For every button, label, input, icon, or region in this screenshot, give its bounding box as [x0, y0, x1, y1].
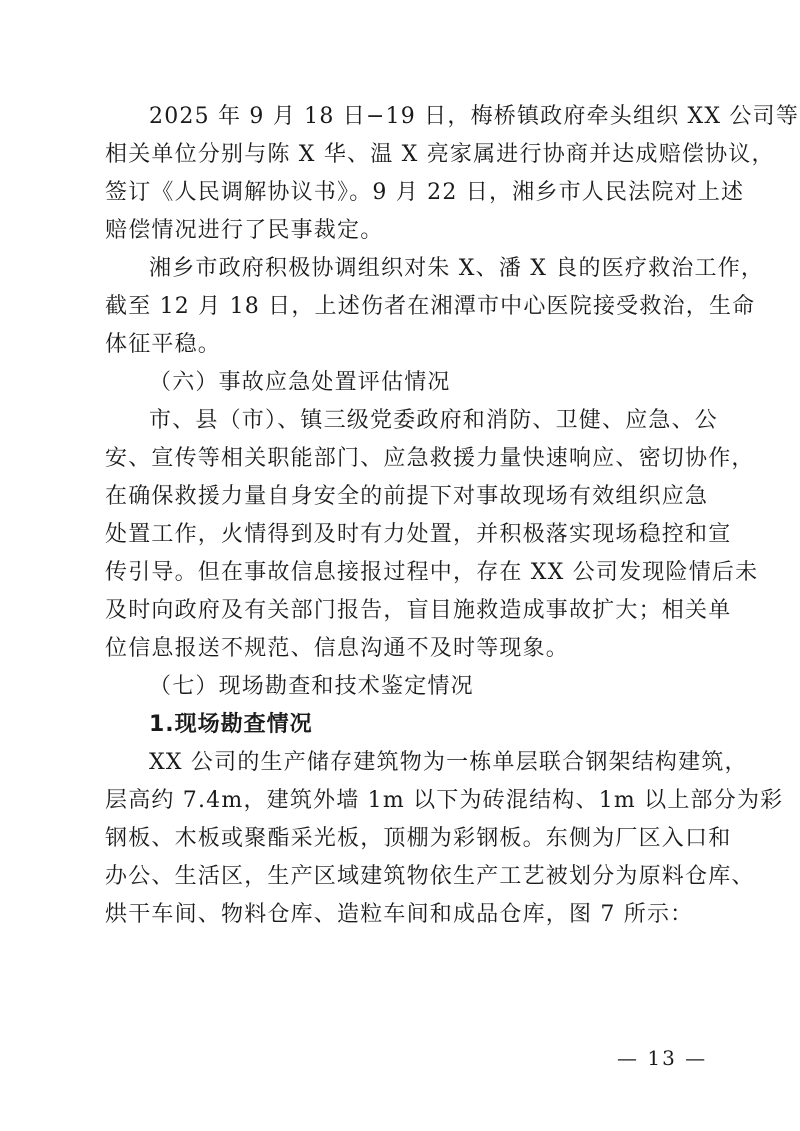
text-line: 钢板、木板或聚酯采光板，顶棚为彩钢板。东侧为厂区入口和: [105, 826, 732, 851]
text-line: 2025 年 9 月 18 日−19 日，梅桥镇政府牵头组织 XX 公司等: [149, 104, 800, 129]
page-number: — 13 —: [617, 1046, 708, 1070]
text-line: 安、宣传等相关职能部门、应急救援力量快速响应、密切协作，: [105, 446, 755, 471]
subsection-heading-site-survey: 1.现场勘查情况: [149, 712, 313, 737]
text-line: 层高约 7.4m，建筑外墙 1m 以下为砖混结构、1m 以上部分为彩: [105, 788, 784, 813]
paragraph-building-structure: [105, 744, 784, 934]
paragraph-medical-treatment: [105, 250, 765, 364]
text-line: 处置工作，火情得到及时有力处置，并积极落实现场稳控和宣: [105, 522, 732, 547]
paragraph-emergency-response: [105, 402, 759, 668]
text-line: 湘乡市政府积极协调组织对朱 X、潘 X 良的医疗救治工作，: [149, 256, 765, 281]
text-line: 办公、生活区，生产区域建筑物依生产工艺被划分为原料仓库、: [105, 864, 755, 889]
text-line: 赔偿情况进行了民事裁定。: [105, 218, 384, 243]
text-line: 签订《人民调解协议书》。9 月 22 日，湘乡市人民法院对上述: [105, 180, 745, 205]
text-line: 在确保救援力量自身安全的前提下对事故现场有效组织应急: [105, 484, 709, 509]
text-line: 市、县（市）、镇三级党委政府和消防、卫健、应急、公: [149, 408, 719, 433]
text-line: 体征平稳。: [105, 332, 222, 357]
text-line: 及时向政府及有关部门报告，盲目施救造成事故扩大；相关单: [105, 598, 732, 623]
document-body: [105, 98, 800, 934]
text-line: 传引导。但在事故信息接报过程中，存在 XX 公司发现险情后未: [105, 560, 759, 585]
section-heading-7: （七）现场勘查和技术鉴定情况: [149, 674, 474, 699]
text-line: XX 公司的生产储存建筑物为一栋单层联合钢架结构建筑，: [149, 750, 748, 775]
text-line: 位信息报送不规范、信息沟通不及时等现象。: [105, 636, 570, 661]
text-line: 相关单位分别与陈 X 华、温 X 亮家属进行协商并达成赔偿协议，: [105, 142, 775, 167]
text-line: 烘干车间、物料仓库、造粒车间和成品仓库，图 7 所示：: [105, 902, 694, 927]
text-line: 截至 12 月 18 日，上述伤者在湘潭市中心医院接受救治，生命: [105, 294, 756, 319]
paragraph-compensation-agreement: [105, 98, 800, 250]
section-heading-6: （六）事故应急处置评估情况: [149, 370, 451, 395]
